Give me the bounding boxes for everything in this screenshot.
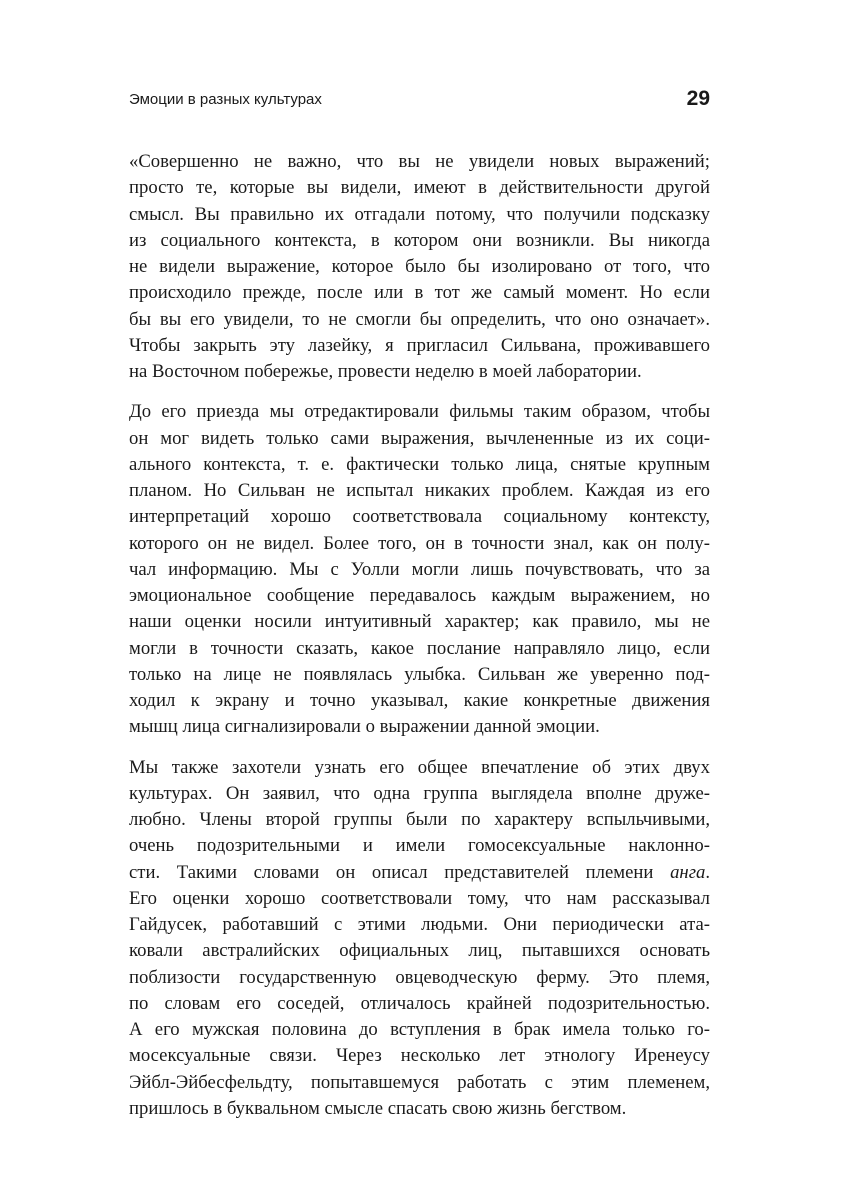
body-text: [129, 149, 710, 1122]
text-line: культурах. Он заявил, что одна группа выглядела вполне друже-: [129, 782, 710, 804]
text-segment: сти. Такими словами он описал представителей племени: [129, 861, 654, 883]
text-line: чал информацию. Мы с Уолли могли лишь почувствовать, что за: [129, 558, 710, 580]
text-line: которого он не видел. Более того, он в точности знал, как он полу-: [129, 532, 710, 554]
text-line: До его приезда мы отредактировали фильмы таким образом, чтобы: [129, 401, 710, 423]
text-line: очень подозрительными и имели гомосексуальные наклонно-: [129, 835, 710, 857]
paragraph-2: [129, 399, 710, 740]
text-line: «Совершенно не важно, что вы не увидели новых выражений;: [129, 151, 710, 172]
text-line: Гайдусек, работавший с этими людьми. Они периодически ата-: [129, 914, 710, 935]
italic-term: анга: [670, 861, 706, 883]
text-line: из социального контекста, в котором они возникли. Вы никогда: [129, 229, 710, 251]
text-line: просто те, которые вы видели, имеют в действительности другой: [129, 177, 710, 199]
text-line: ковали австралийских официальных лиц, пытавшихся основать: [129, 940, 710, 962]
text-line: любно. Члены второй группы были по характеру вспыльчивыми,: [129, 809, 710, 830]
running-head: Эмоции в разных культурах: [129, 90, 322, 108]
text-line: ходил к экрану и точно указывал, какие конкретные движения: [129, 690, 710, 711]
text-line: происходило прежде, после или в тот же самый момент. Но если: [129, 282, 710, 304]
page-number: 29: [686, 87, 710, 110]
text-line: мышц лица сигнализировали о выражении данной эмоции.: [129, 716, 600, 738]
text-line: могли в точности сказать, какое послание направляло лицо, если: [129, 637, 710, 659]
text-line: бы вы его увидели, то не смогли бы определить, что оно означает».: [129, 308, 710, 330]
text-line: поблизости государственную овцеводческую ферму. Это племя,: [129, 966, 710, 988]
paragraph-1: [129, 149, 710, 385]
text-line: на Восточном побережье, провести неделю в моей лаборатории.: [129, 361, 642, 382]
text-line: по словам его соседей, отличалось крайней подозрительностью.: [129, 992, 710, 1014]
page-header: [129, 84, 710, 114]
text-line: [129, 860, 710, 886]
text-line: только на лице не появлялась улыбка. Сильван же уверенно под-: [129, 663, 710, 685]
text-line: Эйбл-Эйбесфельдту, попытавшемуся работать с этим племенем,: [129, 1071, 710, 1093]
text-line: Чтобы закрыть эту лазейку, я пригласил Сильвана, проживавшего: [129, 334, 710, 356]
text-line: не видели выражение, которое было бы изолировано от того, что: [129, 256, 710, 277]
text-line: смысл. Вы правильно их отгадали потому, что получили подсказку: [129, 203, 710, 225]
text-line: мосексуальные связи. Через несколько лет этнологу Иренеусу: [129, 1045, 710, 1067]
text-line: эмоциональное сообщение передавалось каждым выражением, но: [129, 585, 710, 606]
text-line: ального контекста, т. е. фактически только лица, снятые крупным: [129, 453, 710, 475]
text-line: Мы также захотели узнать его общее впечатление об этих двух: [129, 756, 710, 778]
text-line: он мог видеть только сами выражения, вычлененные из их соци-: [129, 427, 710, 449]
text-line: А его мужская половина до вступления в брак имела только го-: [129, 1019, 710, 1040]
text-line: Его оценки хорошо соответствовали тому, что нам рассказывал: [129, 887, 710, 909]
text-line: планом. Но Сильван не испытал никаких проблем. Каждая из его: [129, 480, 710, 501]
text-line: пришлось в буквальном смысле спасать свою жизнь бегством.: [129, 1097, 627, 1119]
paragraph-3: [129, 755, 710, 1123]
text-line: интерпретаций хорошо соответствовала социальному контексту,: [129, 506, 710, 528]
text-line: наши оценки носили интуитивный характер; как правило, мы не: [129, 611, 710, 633]
punctuation: .: [705, 861, 710, 883]
